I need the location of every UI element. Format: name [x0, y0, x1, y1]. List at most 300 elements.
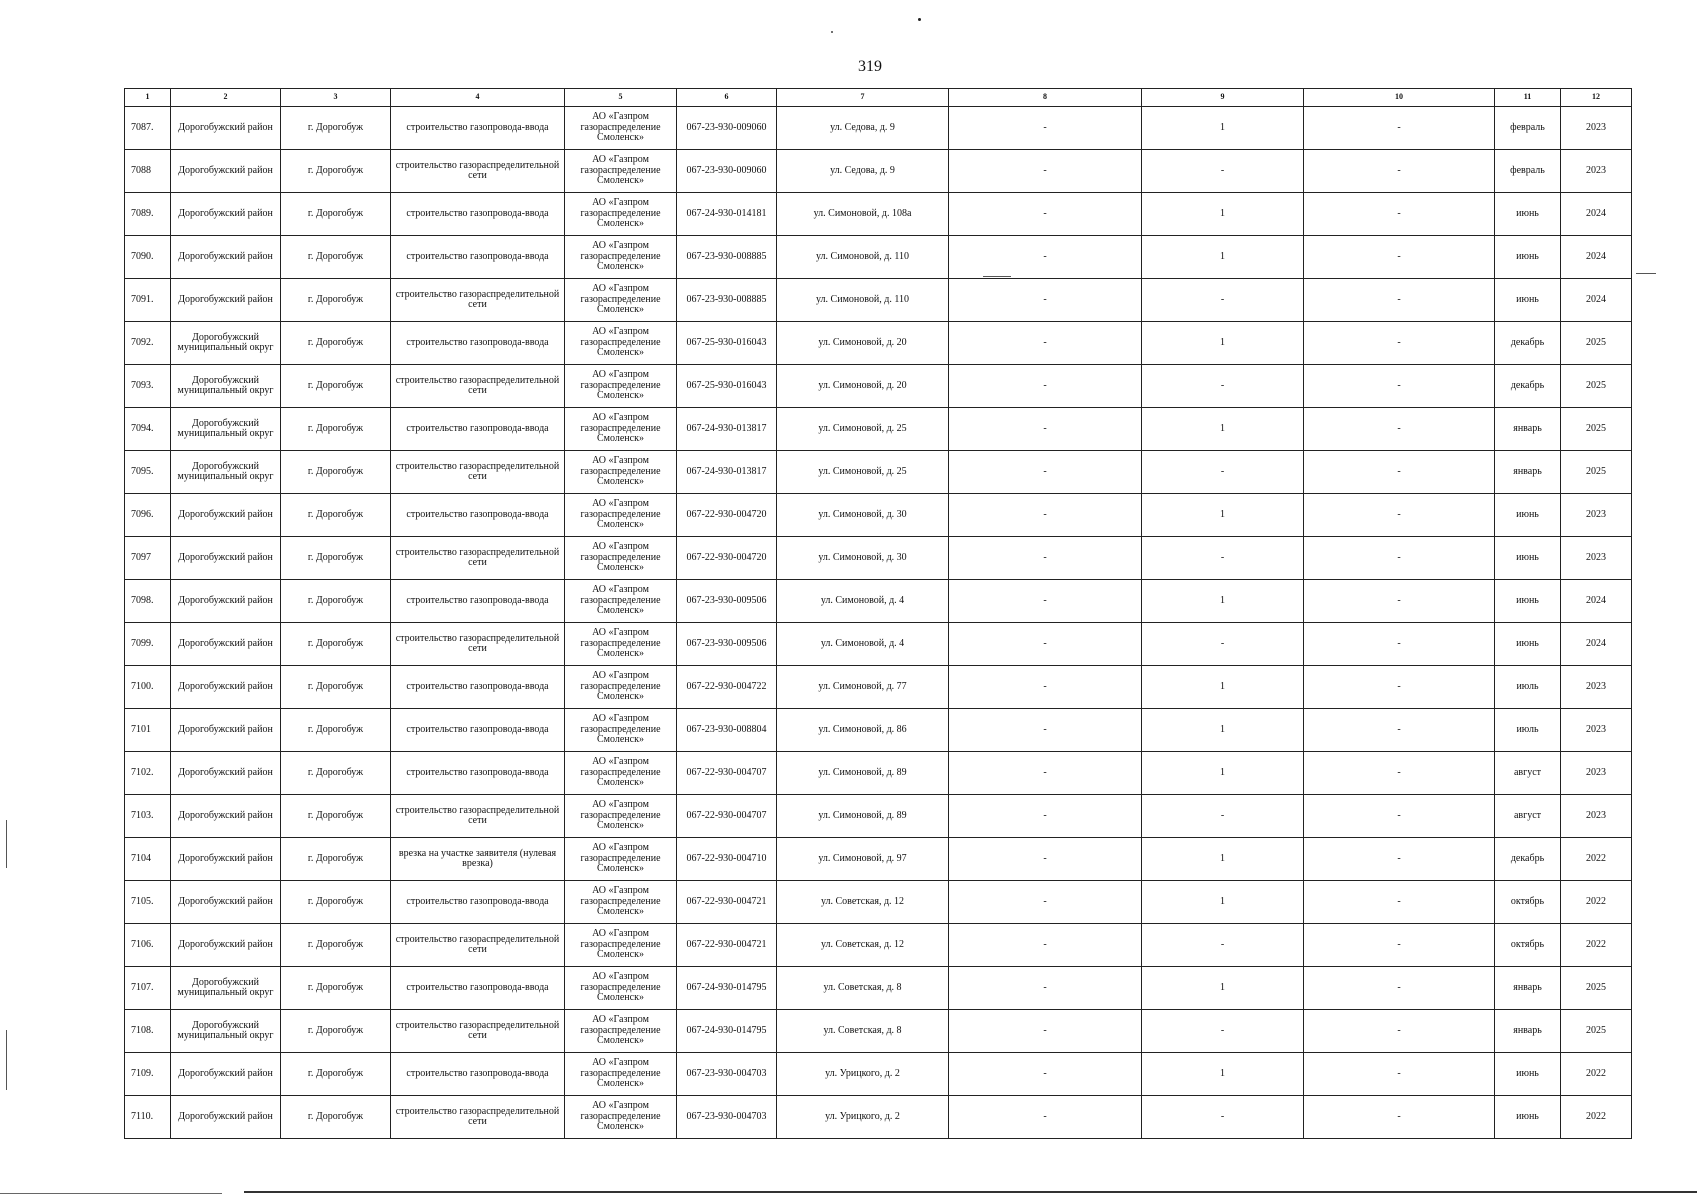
- col-10-value-cell: -: [1304, 537, 1495, 580]
- col-9-value-cell: -: [1142, 1010, 1304, 1053]
- permit-number-cell: 067-24-930-013817: [677, 408, 777, 451]
- organization-cell: АО «Газпром газораспределение Смоленск»: [565, 537, 677, 580]
- table-row: [125, 1096, 1632, 1139]
- month-cell: июнь: [1495, 279, 1561, 322]
- col-10-value-cell: -: [1304, 322, 1495, 365]
- work-type-cell: строительство газопровода-ввода: [391, 193, 565, 236]
- district-cell: Дорогобужский район: [171, 623, 281, 666]
- row-number-cell: 7104: [125, 838, 171, 881]
- district-cell: Дорогобужский район: [171, 236, 281, 279]
- year-cell: 2024: [1561, 279, 1632, 322]
- organization-cell: АО «Газпром газораспределение Смоленск»: [565, 1010, 677, 1053]
- row-number-cell: 7095.: [125, 451, 171, 494]
- col-10-value-cell: -: [1304, 752, 1495, 795]
- work-type-cell: строительство газопровода-ввода: [391, 322, 565, 365]
- table-row: [125, 150, 1632, 193]
- settlement-cell: г. Дорогобуж: [281, 408, 391, 451]
- month-cell: июнь: [1495, 494, 1561, 537]
- row-number-cell: 7092.: [125, 322, 171, 365]
- column-header-8: 8: [949, 89, 1142, 107]
- district-cell: Дорогобужский район: [171, 150, 281, 193]
- scan-speck: [918, 18, 921, 21]
- settlement-cell: г. Дорогобуж: [281, 623, 391, 666]
- address-cell: ул. Симоновой, д. 77: [777, 666, 949, 709]
- settlement-cell: г. Дорогобуж: [281, 193, 391, 236]
- table-row: [125, 107, 1632, 150]
- column-header-3: 3: [281, 89, 391, 107]
- work-type-cell: строительство газораспределительной сети: [391, 924, 565, 967]
- month-cell: июнь: [1495, 623, 1561, 666]
- table-row: [125, 709, 1632, 752]
- col-9-value-cell: -: [1142, 537, 1304, 580]
- column-header-6: 6: [677, 89, 777, 107]
- row-number-cell: 7110.: [125, 1096, 171, 1139]
- organization-cell: АО «Газпром газораспределение Смоленск»: [565, 666, 677, 709]
- table-row: [125, 365, 1632, 408]
- table-row: [125, 451, 1632, 494]
- col-8-value-cell: -: [949, 752, 1142, 795]
- column-header-1: 1: [125, 89, 171, 107]
- col-8-value-cell: -: [949, 580, 1142, 623]
- row-number-cell: 7087.: [125, 107, 171, 150]
- year-cell: 2022: [1561, 924, 1632, 967]
- district-cell: Дорогобужский муниципальный округ: [171, 451, 281, 494]
- settlement-cell: г. Дорогобуж: [281, 967, 391, 1010]
- settlement-cell: г. Дорогобуж: [281, 236, 391, 279]
- settlement-cell: г. Дорогобуж: [281, 666, 391, 709]
- year-cell: 2025: [1561, 967, 1632, 1010]
- col-9-value-cell: 1: [1142, 967, 1304, 1010]
- column-header-11: 11: [1495, 89, 1561, 107]
- address-cell: ул. Симоновой, д. 86: [777, 709, 949, 752]
- organization-cell: АО «Газпром газораспределение Смоленск»: [565, 236, 677, 279]
- permit-number-cell: 067-22-930-004710: [677, 838, 777, 881]
- address-cell: ул. Симоновой, д. 25: [777, 451, 949, 494]
- col-9-value-cell: -: [1142, 795, 1304, 838]
- column-header-7: 7: [777, 89, 949, 107]
- col-9-value-cell: -: [1142, 365, 1304, 408]
- address-cell: ул. Симоновой, д. 110: [777, 279, 949, 322]
- column-header-5: 5: [565, 89, 677, 107]
- work-type-cell: строительство газораспределительной сети: [391, 279, 565, 322]
- col-9-value-cell: -: [1142, 150, 1304, 193]
- col-10-value-cell: -: [1304, 150, 1495, 193]
- row-number-cell: 7109.: [125, 1053, 171, 1096]
- address-cell: ул. Симоновой, д. 25: [777, 408, 949, 451]
- permit-number-cell: 067-22-930-004721: [677, 924, 777, 967]
- permit-number-cell: 067-24-930-014181: [677, 193, 777, 236]
- permit-number-cell: 067-22-930-004720: [677, 494, 777, 537]
- work-type-cell: строительство газопровода-ввода: [391, 709, 565, 752]
- col-9-value-cell: 1: [1142, 107, 1304, 150]
- col-8-value-cell: -: [949, 193, 1142, 236]
- row-number-cell: 7107.: [125, 967, 171, 1010]
- organization-cell: АО «Газпром газораспределение Смоленск»: [565, 795, 677, 838]
- district-cell: Дорогобужский район: [171, 838, 281, 881]
- organization-cell: АО «Газпром газораспределение Смоленск»: [565, 107, 677, 150]
- organization-cell: АО «Газпром газораспределение Смоленск»: [565, 494, 677, 537]
- col-10-value-cell: -: [1304, 1096, 1495, 1139]
- settlement-cell: г. Дорогобуж: [281, 365, 391, 408]
- margin-mark: [6, 820, 7, 868]
- table-row: [125, 537, 1632, 580]
- year-cell: 2023: [1561, 709, 1632, 752]
- month-cell: август: [1495, 795, 1561, 838]
- row-number-cell: 7100.: [125, 666, 171, 709]
- work-type-cell: строительство газораспределительной сети: [391, 1096, 565, 1139]
- year-cell: 2022: [1561, 881, 1632, 924]
- address-cell: ул. Симоновой, д. 30: [777, 494, 949, 537]
- settlement-cell: г. Дорогобуж: [281, 537, 391, 580]
- address-cell: ул. Советская, д. 8: [777, 967, 949, 1010]
- row-number-cell: 7099.: [125, 623, 171, 666]
- settlement-cell: г. Дорогобуж: [281, 451, 391, 494]
- settlement-cell: г. Дорогобуж: [281, 322, 391, 365]
- col-10-value-cell: -: [1304, 1053, 1495, 1096]
- month-cell: январь: [1495, 451, 1561, 494]
- column-header-2: 2: [171, 89, 281, 107]
- year-cell: 2023: [1561, 150, 1632, 193]
- year-cell: 2025: [1561, 1010, 1632, 1053]
- col-9-value-cell: -: [1142, 279, 1304, 322]
- permit-number-cell: 067-23-930-009060: [677, 107, 777, 150]
- work-type-cell: строительство газопровода-ввода: [391, 881, 565, 924]
- col-8-value-cell: -: [949, 1010, 1142, 1053]
- organization-cell: АО «Газпром газораспределение Смоленск»: [565, 150, 677, 193]
- settlement-cell: г. Дорогобуж: [281, 752, 391, 795]
- table-body: [125, 107, 1632, 1139]
- year-cell: 2022: [1561, 1053, 1632, 1096]
- permit-number-cell: 067-24-930-014795: [677, 1010, 777, 1053]
- table-row: [125, 322, 1632, 365]
- row-number-cell: 7090.: [125, 236, 171, 279]
- col-10-value-cell: -: [1304, 623, 1495, 666]
- address-cell: ул. Седова, д. 9: [777, 107, 949, 150]
- col-8-value-cell: -: [949, 709, 1142, 752]
- year-cell: 2023: [1561, 107, 1632, 150]
- col-10-value-cell: -: [1304, 795, 1495, 838]
- organization-cell: АО «Газпром газораспределение Смоленск»: [565, 709, 677, 752]
- col-9-value-cell: 1: [1142, 494, 1304, 537]
- col-9-value-cell: 1: [1142, 193, 1304, 236]
- year-cell: 2024: [1561, 623, 1632, 666]
- col-9-value-cell: 1: [1142, 838, 1304, 881]
- column-header-10: 10: [1304, 89, 1495, 107]
- permit-number-cell: 067-22-930-004721: [677, 881, 777, 924]
- month-cell: декабрь: [1495, 365, 1561, 408]
- address-cell: ул. Советская, д. 12: [777, 924, 949, 967]
- permit-number-cell: 067-22-930-004707: [677, 795, 777, 838]
- column-number-row: [125, 89, 1632, 107]
- row-number-cell: 7106.: [125, 924, 171, 967]
- district-cell: Дорогобужский муниципальный округ: [171, 408, 281, 451]
- work-type-cell: строительство газораспределительной сети: [391, 623, 565, 666]
- address-cell: ул. Симоновой, д. 20: [777, 322, 949, 365]
- month-cell: август: [1495, 752, 1561, 795]
- settlement-cell: г. Дорогобуж: [281, 881, 391, 924]
- settlement-cell: г. Дорогобуж: [281, 709, 391, 752]
- col-10-value-cell: -: [1304, 494, 1495, 537]
- work-type-cell: строительство газопровода-ввода: [391, 408, 565, 451]
- settlement-cell: г. Дорогобуж: [281, 494, 391, 537]
- district-cell: Дорогобужский район: [171, 1096, 281, 1139]
- month-cell: июнь: [1495, 1096, 1561, 1139]
- month-cell: февраль: [1495, 107, 1561, 150]
- table-row: [125, 967, 1632, 1010]
- column-header-12: 12: [1561, 89, 1632, 107]
- row-number-cell: 7101: [125, 709, 171, 752]
- permit-number-cell: 067-23-930-009506: [677, 623, 777, 666]
- col-8-value-cell: -: [949, 666, 1142, 709]
- district-cell: Дорогобужский район: [171, 279, 281, 322]
- work-type-cell: строительство газопровода-ввода: [391, 666, 565, 709]
- col-10-value-cell: -: [1304, 1010, 1495, 1053]
- address-cell: ул. Симоновой, д. 89: [777, 752, 949, 795]
- district-cell: Дорогобужский муниципальный округ: [171, 1010, 281, 1053]
- year-cell: 2025: [1561, 451, 1632, 494]
- month-cell: октябрь: [1495, 924, 1561, 967]
- col-10-value-cell: -: [1304, 365, 1495, 408]
- col-8-value-cell: -: [949, 279, 1142, 322]
- col-9-value-cell: -: [1142, 451, 1304, 494]
- month-cell: июнь: [1495, 193, 1561, 236]
- col-9-value-cell: -: [1142, 924, 1304, 967]
- scan-speck: [831, 31, 833, 33]
- district-cell: Дорогобужский муниципальный округ: [171, 322, 281, 365]
- table-row: [125, 881, 1632, 924]
- work-type-cell: строительство газопровода-ввода: [391, 967, 565, 1010]
- row-number-cell: 7108.: [125, 1010, 171, 1053]
- table-row: [125, 838, 1632, 881]
- year-cell: 2023: [1561, 666, 1632, 709]
- organization-cell: АО «Газпром газораспределение Смоленск»: [565, 924, 677, 967]
- settlement-cell: г. Дорогобуж: [281, 279, 391, 322]
- row-number-cell: 7094.: [125, 408, 171, 451]
- district-cell: Дорогобужский район: [171, 795, 281, 838]
- col-10-value-cell: -: [1304, 107, 1495, 150]
- organization-cell: АО «Газпром газораспределение Смоленск»: [565, 1053, 677, 1096]
- table-row: [125, 408, 1632, 451]
- address-cell: ул. Советская, д. 12: [777, 881, 949, 924]
- table-row: [125, 1053, 1632, 1096]
- year-cell: 2022: [1561, 838, 1632, 881]
- col-9-value-cell: -: [1142, 623, 1304, 666]
- col-10-value-cell: -: [1304, 580, 1495, 623]
- month-cell: июль: [1495, 709, 1561, 752]
- work-type-cell: строительство газопровода-ввода: [391, 752, 565, 795]
- col-9-value-cell: 1: [1142, 709, 1304, 752]
- month-cell: декабрь: [1495, 322, 1561, 365]
- row-number-cell: 7096.: [125, 494, 171, 537]
- year-cell: 2025: [1561, 365, 1632, 408]
- table-row: [125, 623, 1632, 666]
- permit-number-cell: 067-23-930-009060: [677, 150, 777, 193]
- address-cell: ул. Симоновой, д. 89: [777, 795, 949, 838]
- organization-cell: АО «Газпром газораспределение Смоленск»: [565, 967, 677, 1010]
- permit-number-cell: 067-24-930-013817: [677, 451, 777, 494]
- column-header-4: 4: [391, 89, 565, 107]
- row-number-cell: 7105.: [125, 881, 171, 924]
- col-9-value-cell: 1: [1142, 236, 1304, 279]
- table-row: [125, 752, 1632, 795]
- year-cell: 2022: [1561, 1096, 1632, 1139]
- organization-cell: АО «Газпром газораспределение Смоленск»: [565, 365, 677, 408]
- month-cell: октябрь: [1495, 881, 1561, 924]
- permit-number-cell: 067-23-930-009506: [677, 580, 777, 623]
- registry-table: [124, 88, 1632, 1139]
- settlement-cell: г. Дорогобуж: [281, 924, 391, 967]
- settlement-cell: г. Дорогобуж: [281, 580, 391, 623]
- settlement-cell: г. Дорогобуж: [281, 107, 391, 150]
- settlement-cell: г. Дорогобуж: [281, 150, 391, 193]
- table-row: [125, 795, 1632, 838]
- organization-cell: АО «Газпром газораспределение Смоленск»: [565, 838, 677, 881]
- col-10-value-cell: -: [1304, 279, 1495, 322]
- table-row: [125, 924, 1632, 967]
- col-9-value-cell: 1: [1142, 752, 1304, 795]
- scan-edge-line: [244, 1191, 1697, 1193]
- address-cell: ул. Симоновой, д. 20: [777, 365, 949, 408]
- permit-number-cell: 067-23-930-008885: [677, 236, 777, 279]
- col-9-value-cell: 1: [1142, 881, 1304, 924]
- work-type-cell: строительство газораспределительной сети: [391, 1010, 565, 1053]
- scan-edge-line: [0, 1193, 222, 1194]
- col-10-value-cell: -: [1304, 666, 1495, 709]
- address-cell: ул. Симоновой, д. 30: [777, 537, 949, 580]
- col-8-value-cell: -: [949, 408, 1142, 451]
- work-type-cell: строительство газопровода-ввода: [391, 494, 565, 537]
- year-cell: 2024: [1561, 193, 1632, 236]
- row-number-cell: 7089.: [125, 193, 171, 236]
- address-cell: ул. Советская, д. 8: [777, 1010, 949, 1053]
- organization-cell: АО «Газпром газораспределение Смоленск»: [565, 580, 677, 623]
- organization-cell: АО «Газпром газораспределение Смоленск»: [565, 1096, 677, 1139]
- table-row: [125, 236, 1632, 279]
- work-type-cell: строительство газопровода-ввода: [391, 1053, 565, 1096]
- work-type-cell: строительство газораспределительной сети: [391, 150, 565, 193]
- row-number-cell: 7098.: [125, 580, 171, 623]
- col-10-value-cell: -: [1304, 193, 1495, 236]
- page-number: 319: [858, 58, 882, 75]
- organization-cell: АО «Газпром газораспределение Смоленск»: [565, 881, 677, 924]
- address-cell: ул. Седова, д. 9: [777, 150, 949, 193]
- month-cell: июнь: [1495, 537, 1561, 580]
- address-cell: ул. Симоновой, д. 4: [777, 580, 949, 623]
- address-cell: ул. Симоновой, д. 110: [777, 236, 949, 279]
- settlement-cell: г. Дорогобуж: [281, 795, 391, 838]
- col-10-value-cell: -: [1304, 967, 1495, 1010]
- row-number-cell: 7088: [125, 150, 171, 193]
- organization-cell: АО «Газпром газораспределение Смоленск»: [565, 451, 677, 494]
- district-cell: Дорогобужский район: [171, 537, 281, 580]
- col-10-value-cell: -: [1304, 451, 1495, 494]
- row-number-cell: 7091.: [125, 279, 171, 322]
- settlement-cell: г. Дорогобуж: [281, 838, 391, 881]
- col-8-value-cell: -: [949, 1053, 1142, 1096]
- address-cell: ул. Симоновой, д. 4: [777, 623, 949, 666]
- row-number-cell: 7097: [125, 537, 171, 580]
- month-cell: январь: [1495, 408, 1561, 451]
- table-row: [125, 666, 1632, 709]
- col-8-value-cell: -: [949, 494, 1142, 537]
- district-cell: Дорогобужский район: [171, 924, 281, 967]
- month-cell: июнь: [1495, 580, 1561, 623]
- row-number-cell: 7093.: [125, 365, 171, 408]
- district-cell: Дорогобужский район: [171, 107, 281, 150]
- col-8-value-cell: -: [949, 795, 1142, 838]
- address-cell: ул. Урицкого, д. 2: [777, 1053, 949, 1096]
- year-cell: 2025: [1561, 322, 1632, 365]
- scan-mark: [1636, 273, 1656, 274]
- permit-number-cell: 067-22-930-004707: [677, 752, 777, 795]
- district-cell: Дорогобужский район: [171, 709, 281, 752]
- table-row: [125, 580, 1632, 623]
- permit-number-cell: 067-22-930-004722: [677, 666, 777, 709]
- row-number-cell: 7103.: [125, 795, 171, 838]
- col-8-value-cell: -: [949, 924, 1142, 967]
- work-type-cell: врезка на участке заявителя (нулевая врезка): [391, 838, 565, 881]
- year-cell: 2023: [1561, 752, 1632, 795]
- year-cell: 2025: [1561, 408, 1632, 451]
- permit-number-cell: 067-23-930-008885: [677, 279, 777, 322]
- year-cell: 2024: [1561, 236, 1632, 279]
- district-cell: Дорогобужский район: [171, 1053, 281, 1096]
- year-cell: 2023: [1561, 537, 1632, 580]
- work-type-cell: строительство газораспределительной сети: [391, 795, 565, 838]
- settlement-cell: г. Дорогобуж: [281, 1010, 391, 1053]
- col-8-value-cell: -: [949, 623, 1142, 666]
- table-row: [125, 193, 1632, 236]
- table-row: [125, 279, 1632, 322]
- settlement-cell: г. Дорогобуж: [281, 1053, 391, 1096]
- col-8-value-cell: -: [949, 881, 1142, 924]
- work-type-cell: строительство газораспределительной сети: [391, 537, 565, 580]
- permit-number-cell: 067-23-930-004703: [677, 1053, 777, 1096]
- year-cell: 2024: [1561, 580, 1632, 623]
- col-10-value-cell: -: [1304, 408, 1495, 451]
- col-9-value-cell: 1: [1142, 408, 1304, 451]
- settlement-cell: г. Дорогобуж: [281, 1096, 391, 1139]
- district-cell: Дорогобужский район: [171, 752, 281, 795]
- column-header-9: 9: [1142, 89, 1304, 107]
- permit-number-cell: 067-23-930-008804: [677, 709, 777, 752]
- organization-cell: АО «Газпром газораспределение Смоленск»: [565, 623, 677, 666]
- district-cell: Дорогобужский район: [171, 666, 281, 709]
- col-9-value-cell: 1: [1142, 580, 1304, 623]
- permit-number-cell: 067-22-930-004720: [677, 537, 777, 580]
- col-10-value-cell: -: [1304, 924, 1495, 967]
- permit-number-cell: 067-23-930-004703: [677, 1096, 777, 1139]
- work-type-cell: строительство газопровода-ввода: [391, 580, 565, 623]
- month-cell: февраль: [1495, 150, 1561, 193]
- row-number-cell: 7102.: [125, 752, 171, 795]
- col-9-value-cell: 1: [1142, 322, 1304, 365]
- year-cell: 2023: [1561, 795, 1632, 838]
- district-cell: Дорогобужский район: [171, 193, 281, 236]
- organization-cell: АО «Газпром газораспределение Смоленск»: [565, 752, 677, 795]
- col-8-value-cell: -: [949, 1096, 1142, 1139]
- address-cell: ул. Симоновой, д. 97: [777, 838, 949, 881]
- col-10-value-cell: -: [1304, 709, 1495, 752]
- col-8-value-cell: -: [949, 150, 1142, 193]
- district-cell: Дорогобужский район: [171, 494, 281, 537]
- table-row: [125, 494, 1632, 537]
- work-type-cell: строительство газопровода-ввода: [391, 107, 565, 150]
- col-8-value-cell: -: [949, 838, 1142, 881]
- month-cell: июнь: [1495, 1053, 1561, 1096]
- month-cell: декабрь: [1495, 838, 1561, 881]
- col-8-value-cell: -: [949, 322, 1142, 365]
